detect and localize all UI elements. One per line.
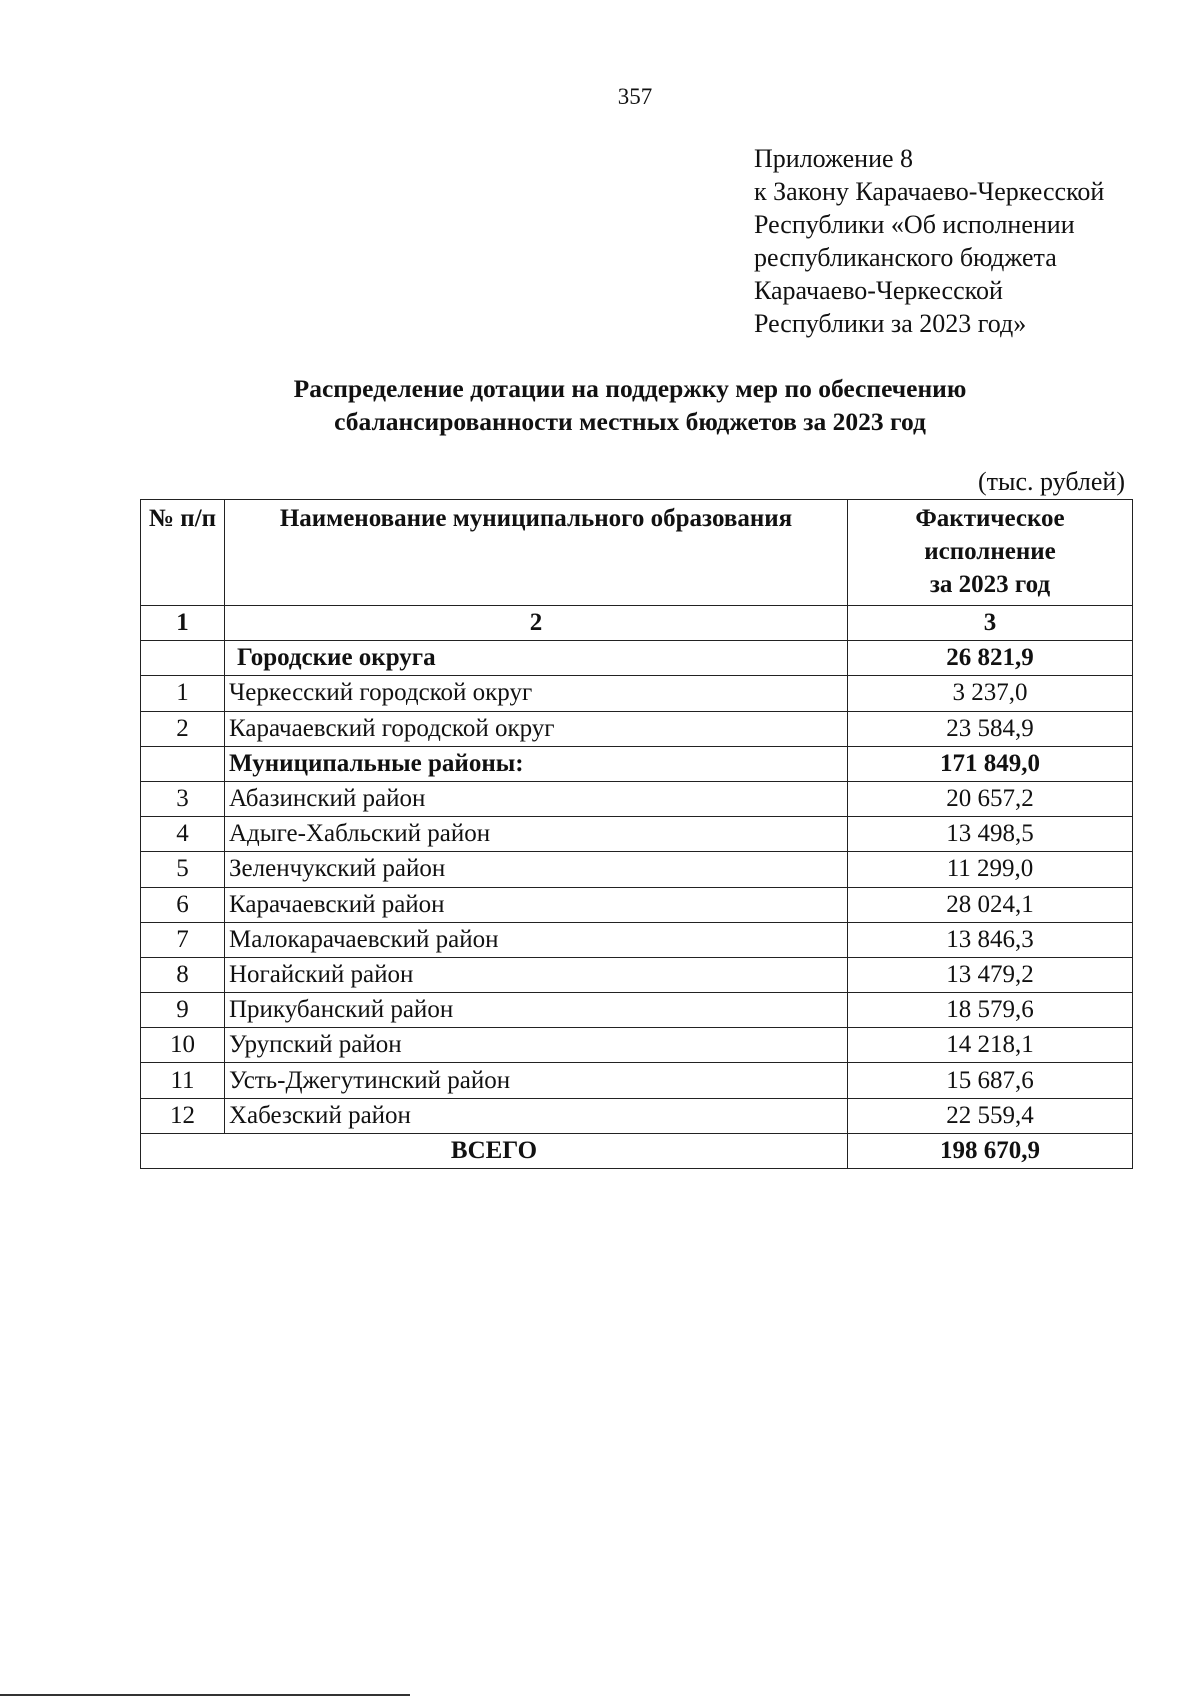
appendix-line: Приложение 8	[754, 144, 914, 173]
actual-value: 28 024,1	[848, 887, 1133, 922]
row-number: 9	[141, 993, 225, 1028]
header-value-line: Фактическое	[915, 505, 1065, 532]
group-total: 26 821,9	[848, 641, 1133, 676]
row-number: 3	[141, 781, 225, 816]
appendix-line: Республики «Об исполнении	[754, 210, 1075, 239]
group-label: Муниципальные районы:	[225, 746, 848, 781]
table-row	[141, 887, 1133, 922]
scan-artifact-line	[0, 1694, 410, 1696]
title-line: Распределение дотации на поддержку мер по обеспечению	[293, 374, 967, 403]
actual-value: 13 498,5	[848, 817, 1133, 852]
row-number: 8	[141, 957, 225, 992]
row-number: 12	[141, 1098, 225, 1133]
group-row	[141, 641, 1133, 676]
actual-value: 3 237,0	[848, 676, 1133, 711]
header-value-line: за 2023 год	[929, 571, 1051, 598]
table-row	[141, 852, 1133, 887]
column-index: 2	[225, 606, 848, 641]
allocation-table	[140, 499, 1133, 1169]
header-value	[848, 500, 1133, 606]
total-value: 198 670,9	[848, 1133, 1133, 1168]
actual-value: 22 559,4	[848, 1098, 1133, 1133]
header-value-line: исполнение	[924, 538, 1056, 565]
appendix-line: Республики за 2023 год»	[754, 309, 1027, 338]
actual-value: 13 479,2	[848, 957, 1133, 992]
table-header-row	[141, 500, 1133, 606]
municipality-name: Ногайский район	[225, 957, 848, 992]
group-num	[141, 641, 225, 676]
document-title	[140, 372, 1120, 438]
table-row	[141, 957, 1133, 992]
municipality-name: Карачаевский район	[225, 887, 848, 922]
municipality-name: Малокарачаевский район	[225, 922, 848, 957]
total-row	[141, 1133, 1133, 1168]
group-label: Городские округа	[225, 641, 848, 676]
units-note: (тыс. рублей)	[977, 467, 1125, 496]
table-row	[141, 993, 1133, 1028]
column-index-row	[141, 606, 1133, 641]
total-label: ВСЕГО	[141, 1133, 848, 1168]
group-num	[141, 746, 225, 781]
actual-value: 15 687,6	[848, 1063, 1133, 1098]
municipality-name: Адыге-Хабльский район	[225, 817, 848, 852]
table-row	[141, 1098, 1133, 1133]
group-row	[141, 746, 1133, 781]
municipality-name: Прикубанский район	[225, 993, 848, 1028]
actual-value: 13 846,3	[848, 922, 1133, 957]
row-number: 4	[141, 817, 225, 852]
municipality-name: Абазинский район	[225, 781, 848, 816]
column-index: 3	[848, 606, 1133, 641]
municipality-name: Зеленчукский район	[225, 852, 848, 887]
appendix-line: Карачаево-Черкесской	[754, 276, 1003, 305]
appendix-line: к Закону Карачаево-Черкесской	[754, 177, 1105, 206]
municipality-name: Карачаевский городской округ	[225, 711, 848, 746]
actual-value: 14 218,1	[848, 1028, 1133, 1063]
group-total: 171 849,0	[848, 746, 1133, 781]
row-number: 6	[141, 887, 225, 922]
page-number: 357	[617, 84, 653, 109]
actual-value: 20 657,2	[848, 781, 1133, 816]
table-row	[141, 817, 1133, 852]
municipality-name: Хабезский район	[225, 1098, 848, 1133]
table-row	[141, 1063, 1133, 1098]
appendix-line: республиканского бюджета	[754, 243, 1057, 272]
header-num: № п/п	[141, 500, 225, 606]
municipality-name: Усть-Джегутинский район	[225, 1063, 848, 1098]
row-number: 1	[141, 676, 225, 711]
table-row	[141, 1028, 1133, 1063]
row-number: 2	[141, 711, 225, 746]
municipality-name: Черкесский городской округ	[225, 676, 848, 711]
actual-value: 18 579,6	[848, 993, 1133, 1028]
municipality-name: Урупский район	[225, 1028, 848, 1063]
actual-value: 11 299,0	[848, 852, 1133, 887]
table-row	[141, 711, 1133, 746]
table-row	[141, 781, 1133, 816]
row-number: 11	[141, 1063, 225, 1098]
title-line: сбалансированности местных бюджетов за 2023 год	[334, 407, 926, 436]
table-row	[141, 922, 1133, 957]
row-number: 7	[141, 922, 225, 957]
row-number: 10	[141, 1028, 225, 1063]
column-index: 1	[141, 606, 225, 641]
table-row	[141, 676, 1133, 711]
actual-value: 23 584,9	[848, 711, 1133, 746]
appendix-note	[754, 142, 1104, 340]
row-number: 5	[141, 852, 225, 887]
header-name: Наименование муниципального образования	[225, 500, 848, 606]
